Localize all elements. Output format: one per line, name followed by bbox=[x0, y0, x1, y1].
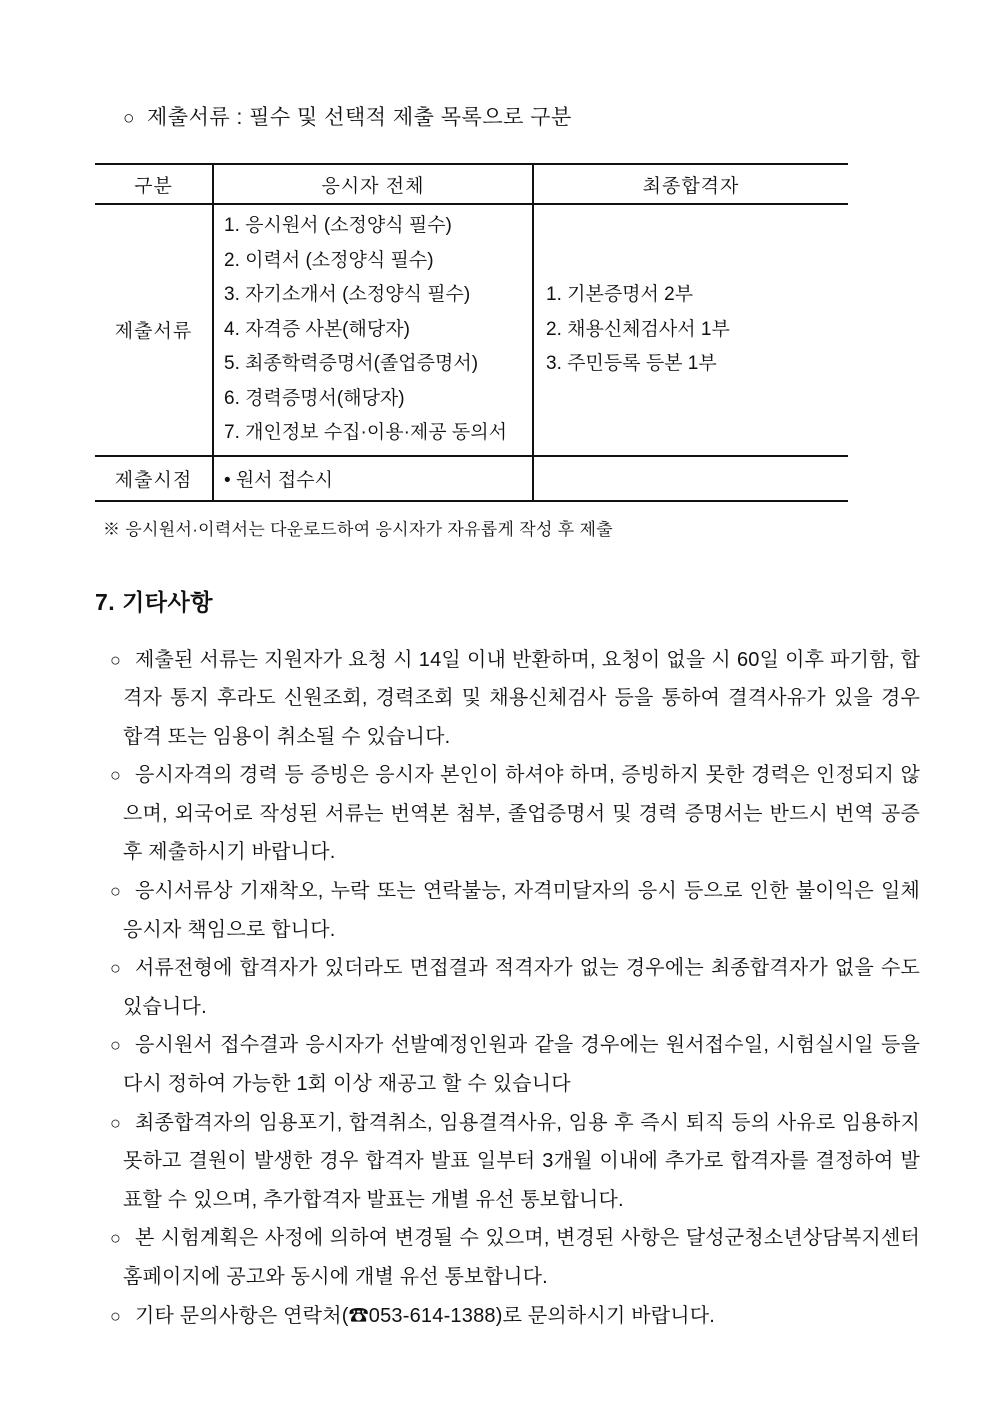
all-applicants-doc-list bbox=[214, 205, 532, 455]
item-text: 본 시험계획은 사정에 의하여 변경될 수 있으며, 변경된 사항은 달성군청소년상담복지센터 홈페이지에 공고와 동시에 개별 유선 통보합니다. bbox=[123, 1227, 920, 1288]
column-header-category: 구분 bbox=[95, 164, 213, 204]
table-header-row bbox=[95, 164, 848, 204]
intro-text: 제출서류 : 필수 및 선택적 제출 목록으로 구분 bbox=[147, 106, 572, 129]
other-matters-list bbox=[95, 641, 920, 1336]
list-item: 2. 채용신체검사서 1부 bbox=[546, 318, 730, 340]
circle-bullet-icon: ○ bbox=[110, 765, 122, 786]
final-pass-doc-list bbox=[534, 274, 848, 386]
item-text: 응시원서 접수결과 응시자가 선발예정인원과 같을 경우에는 원서접수일, 시험실시일 등을 다시 정하여 가능한 1회 이상 재공고 할 수 있습니다 bbox=[123, 1034, 920, 1096]
list-item bbox=[95, 949, 920, 1026]
circle-bullet-icon: ○ bbox=[123, 108, 135, 129]
circle-bullet-icon: ○ bbox=[110, 958, 122, 979]
section-title: 7. 기타사항 bbox=[95, 588, 213, 615]
circle-bullet-icon: ○ bbox=[110, 649, 122, 670]
row-label-submit-docs: 제출서류 bbox=[114, 321, 193, 343]
list-item: 3. 자기소개서 (소정양식 필수) bbox=[224, 284, 471, 305]
cell-all-applicants-docs bbox=[213, 204, 533, 456]
list-item: 5. 최종학력증명서(졸업증명서) bbox=[224, 353, 479, 374]
circle-bullet-icon: ○ bbox=[110, 1305, 122, 1326]
item-text: 제출된 서류는 지원자가 요청 시 14일 이내 반환하며, 요청이 없을 시 60일 이후 파기함, 합격자 통지 후라도 신원조회, 경력조회 및 채용신체검사 등을 통하여 결격사유가 있을 경우 합격 또는 임용이 취소될 수 있습니다. bbox=[123, 648, 920, 748]
list-item bbox=[95, 1026, 920, 1103]
footnote: ※ 응시원서·이력서는 다운로드하여 응시자가 자유롭게 작성 후 제출 bbox=[103, 519, 613, 539]
item-text: 서류전형에 합격자가 있더라도 면접결과 적격자가 없는 경우에는 최종합격자가 없을 수도 있습니다. bbox=[123, 957, 920, 1018]
cell-final-pass-docs bbox=[533, 204, 848, 456]
submission-documents-table bbox=[95, 163, 848, 502]
list-item bbox=[95, 641, 920, 757]
circle-bullet-icon: ○ bbox=[110, 1228, 122, 1249]
column-header-final-pass: 최종합격자 bbox=[533, 164, 848, 204]
list-item bbox=[95, 1104, 920, 1220]
list-item: 2. 이력서 (소정양식 필수) bbox=[224, 249, 434, 271]
list-item bbox=[95, 756, 920, 872]
list-item: 3. 주민등록 등본 1부 bbox=[546, 353, 717, 374]
circle-bullet-icon: ○ bbox=[110, 881, 122, 902]
table-row-submit-time bbox=[95, 456, 848, 501]
circle-bullet-icon: ○ bbox=[110, 1112, 122, 1133]
list-item: 4. 자격증 사본(해당자) bbox=[224, 318, 410, 340]
item-text: 응시서류상 기재착오, 누락 또는 연락불능, 자격미달자의 응시 등으로 인한 불이익은 일체 응시자 책임으로 합니다. bbox=[123, 880, 920, 941]
list-item bbox=[95, 872, 920, 949]
table-row-submit-docs bbox=[95, 204, 848, 456]
list-item bbox=[95, 1297, 920, 1336]
list-item: 1. 기본증명서 2부 bbox=[546, 284, 694, 305]
cell-submit-time-final-empty bbox=[533, 456, 848, 501]
item-text: 최종합격자의 임용포기, 합격취소, 임용결격사유, 임용 후 즉시 퇴직 등의 사유로 임용하지 못하고 결원이 발생한 경우 합격자 발표 일부터 3개월 이내에 추가로 합격자를 결정하여 발표할 수 있으며, 추가합격자 발표는 개별 유선 통보합니다. bbox=[123, 1111, 920, 1211]
row-label-submit-time: 제출시점 bbox=[95, 456, 213, 501]
document-content bbox=[95, 0, 920, 1335]
cell-submit-time-value: • 원서 접수시 bbox=[213, 456, 533, 501]
circle-bullet-icon: ○ bbox=[110, 1035, 122, 1056]
column-header-all-applicants: 응시자 전체 bbox=[213, 164, 533, 204]
list-item: 7. 개인정보 수집·이용·제공 동의서 bbox=[224, 422, 507, 443]
list-item bbox=[95, 1219, 920, 1296]
list-item: 1. 응시원서 (소정양식 필수) bbox=[224, 215, 452, 236]
list-item: 6. 경력증명서(해당자) bbox=[224, 387, 405, 409]
item-text: 응시자격의 경력 등 증빙은 응시자 본인이 하셔야 하며, 증빙하지 못한 경력은 인정되지 않으며, 외국어로 작성된 서류는 번역본 첨부, 졸업증명서 및 경력 증명서는 반드시 번역 공증 후 제출하시기 바랍니다. bbox=[123, 764, 920, 864]
item-text: 기타 문의사항은 연락처(☎053-614-1388)로 문의하시기 바랍니다. bbox=[135, 1304, 716, 1327]
intro-line bbox=[95, 104, 920, 133]
